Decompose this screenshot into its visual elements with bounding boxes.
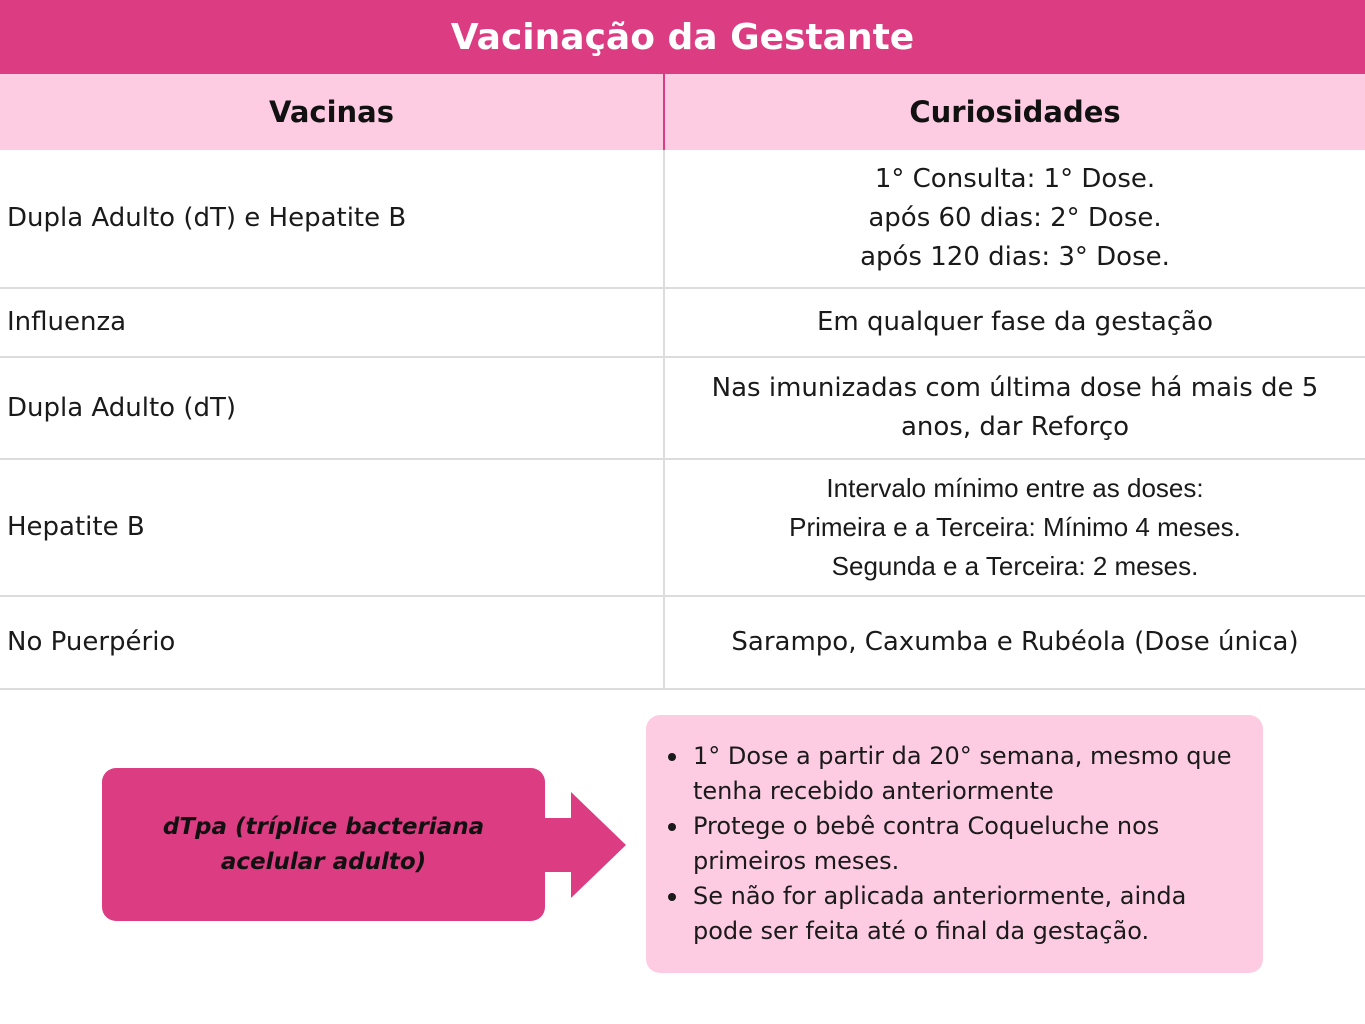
table-row — [0, 357, 1365, 459]
list-item — [666, 739, 1239, 809]
arrow-right-icon — [540, 792, 626, 898]
vaccine-cell: No Puerpério — [0, 596, 664, 689]
dtpa-label: dTpa (tríplice bacteriana acelular adulto) — [162, 813, 485, 875]
table-row — [0, 150, 1365, 288]
bullet-text: 1° Dose a partir da 20° semana, mesmo que tenha recebido anteriormente — [693, 742, 1232, 805]
vaccine-cell: Influenza — [0, 288, 664, 357]
note-line: Primeira e a Terceira: Mínimo 4 meses. — [789, 512, 1241, 542]
notes-cell — [664, 288, 1365, 357]
header-curiosidades: Curiosidades — [664, 74, 1365, 150]
note-line: Nas imunizadas com última dose há mais de 5 — [711, 373, 1319, 403]
vaccine-cell: Hepatite B — [0, 459, 664, 596]
notes-cell — [664, 150, 1365, 288]
list-item — [666, 809, 1239, 879]
notes-cell — [664, 596, 1365, 689]
note-line: Segunda e a Terceira: 2 meses. — [831, 551, 1199, 581]
table-row — [0, 459, 1365, 596]
notes-cell — [664, 459, 1365, 596]
bullet-text: Protege o bebê contra Coqueluche nos primeiros meses. — [693, 812, 1160, 875]
dtpa-label-box — [102, 768, 545, 921]
page-title: Vacinação da Gestante — [0, 0, 1365, 74]
table-row — [0, 288, 1365, 357]
header-vacinas: Vacinas — [0, 74, 664, 150]
vaccination-table — [0, 74, 1365, 690]
bullet-icon — [668, 893, 676, 901]
note-line: anos, dar Reforço — [900, 412, 1130, 442]
note-line: 1° Consulta: 1° Dose. — [874, 164, 1156, 194]
notes-cell — [664, 357, 1365, 459]
vaccine-cell: Dupla Adulto (dT) e Hepatite B — [0, 150, 664, 288]
note-line: após 120 dias: 3° Dose. — [860, 242, 1170, 272]
note-line: após 60 dias: 2° Dose. — [868, 203, 1162, 233]
table-header-row — [0, 74, 1365, 150]
note-line: Intervalo mínimo entre as doses: — [826, 473, 1204, 503]
bullet-text: Se não for aplicada anteriormente, ainda pode ser feita até o final da gestação. — [693, 882, 1187, 945]
table-row — [0, 596, 1365, 689]
note-line: Sarampo, Caxumba e Rubéola (Dose única) — [731, 627, 1299, 657]
dtpa-bullet-list — [666, 739, 1239, 949]
list-item — [666, 879, 1239, 949]
bullet-icon — [668, 823, 676, 831]
vaccine-cell: Dupla Adulto (dT) — [0, 357, 664, 459]
bullet-icon — [668, 753, 676, 761]
dtpa-info-box — [646, 715, 1263, 973]
note-line: Em qualquer fase da gestação — [817, 307, 1213, 337]
